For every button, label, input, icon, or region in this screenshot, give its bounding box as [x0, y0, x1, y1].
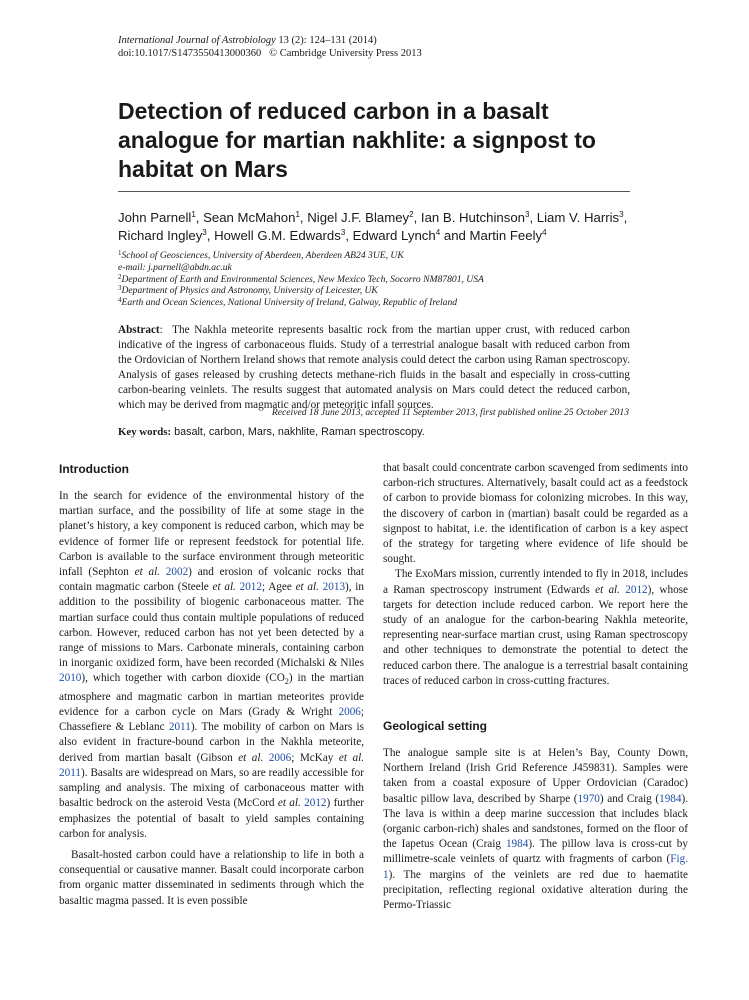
paragraph: Basalt-hosted carbon could have a relationship to life in both a consequential or causative manner. Basalt could incorporate carbon from organic matter disseminated in sediments through which the basaltic magma passed. It is even possible: [59, 848, 364, 907]
affiliation-line: $^1$School of Geosciences, University of Aberdeen, Aberdeen AB24 3UE, UK: [118, 249, 404, 261]
abstract-label: Abstract: [118, 324, 160, 336]
abstract-text: The Nakhla meteorite represents basaltic rock from the martian upper crust, with reduced carbon indicative of the ingress of carbonaceous fluids. Study of a terrestrial analogue basalt with reduced carbon from the Ordovician of Northern Ireland shows that remote analysis could detect the carbon using Raman spectroscopy. Analysis of gases released by crushing detects methane-rich fluids in the basalt and especially in cross-cutting carbon-bearing veinlets. The results suggest that automated analysis on Mars could detect the reduced carbon, which may be derived from magmatic and/or meteoritic infall sources.: [118, 324, 631, 411]
author-name: Nigel J.F. Blamey$^2$: [307, 210, 414, 225]
copyright: © Cambridge University Press 2013: [269, 48, 422, 59]
author-name: Liam V. Harris$^3$: [536, 210, 624, 225]
author-name: John Parnell$^1$: [118, 210, 196, 225]
received-dates: Received 18 June 2013, accepted 11 September 2013, first published online 25 October 2013: [271, 407, 629, 418]
left-column: [59, 462, 364, 909]
paragraph: The ExoMars mission, currently intended to fly in 2018, includes a Raman spectroscopy instrument (Edwards et al. 2012), whose targets for detection include reduced carbon. We report here the study of an analogue for the carbon-bearing Nakhla meteorite, representing near-surface martian crust, using Raman spectroscopy and other techniques to demonstrate the potential to detect the reduced carbon there. The analogue is a terrestrial basalt containing traces of reduced carbon in cross-cutting fractures.: [383, 568, 689, 687]
affiliation-line: $^4$Earth and Ocean Sciences, National University of Ireland, Galway, Republic of Ireland: [118, 296, 458, 309]
paragraph: The analogue sample site is at Helen’s Bay, County Down, Northern Ireland (Irish Grid Reference J459831). Samples were taken from a coastal exposure of Upper Ordovician (Caradoc) basaltic pillow lava, described by Sharpe (1970) and Craig (1984). The lava is within a deep marine succession that includes black (organic carbon-rich) shales and sandstones, formed on the floor of the Iapetus Ocean (Craig 1984). The pillow lava is cross-cut by millimetre-scale veinlets of quartz with fragments of carbon (Fig. 1). The margins of the veinlets are red due to haematite precipitation, reflecting regional oxidative alteration during the Permo-Triassic: [383, 747, 688, 912]
affiliation-line: $^3$Department of Physics and Astronomy, University of Leicester, UK: [118, 284, 378, 297]
right-column: [383, 461, 688, 913]
doi[interactable]: doi:10.1017/S1473550413000360: [118, 48, 262, 59]
keywords: Key words: basalt, carbon, Mars, nakhlite, Raman spectroscopy.: [118, 426, 425, 438]
author-name: Sean McMahon$^1$: [203, 210, 300, 225]
affiliation-line: e-mail: j.parnell@abdn.ac.uk: [118, 261, 232, 273]
author-name: Edward Lynch$^4$: [352, 228, 441, 243]
affiliations: [118, 250, 638, 309]
journal-name: International Journal of Astrobiology: [118, 35, 276, 46]
journal-issue: 13 (2): 124–131 (2014): [278, 35, 377, 46]
author-name: Howell G.M. Edwards$^3$: [214, 228, 346, 243]
author-name: Richard Ingley$^3$: [118, 228, 207, 243]
author-list: John Parnell$^1$, Sean McMahon$^1$, Nigel J.F. Blamey$^2$, Ian B. Hutchinson$^3$, Liam V. Harris$^3$, Richard Ingley$^3$, Howell G.M. Edwards$^3$, Edward Lynch$^4$ and Martin Feely$^4$: [118, 210, 628, 243]
paper-title: Detection of reduced carbon in a basalt analogue for martian nakhlite: a signpost to habitat on Mars: [118, 98, 596, 182]
author-name: Ian B. Hutchinson$^3$: [420, 210, 530, 225]
title-divider: [118, 191, 630, 192]
affiliation-line: $^2$Department of Earth and Environmental Sciences, New Mexico Tech, Socorro NM87801, USA: [118, 272, 484, 285]
paragraph: In the search for evidence of the environmental history of the martian surface, and the possibility of life at some stage in the planet’s history, a key component is reduced carbon, which may be evidence of former life or represent feedstock for potential life. Carbon is available to the surface environment through meteoritic infall (Sephton et al. 2002) and erosion of volcanic rocks that contain magmatic carbon (Steele et al. 2012; Agee et al. 2013), in addition to the possibility of biogenic carbonaceous matter. The martian surface could thus contain multiple populations of reduced carbon. However, reduced carbon has not yet been detected by a range of missions to Mars. Carbonate minerals, containing carbon in inorganic oxidized form, have been recorded (Michalski & Niles 2010), which together with carbon dioxide $(CO_2)$ in the martian atmosphere and magmatic carbon in martian meteorites provide evidence for a carbon cycle on Mars (Grady & Wright 2006; Chassefiere & Leblanc 2011). The mobility of carbon on Mars is also evident in fracture-bound carbon in the Nakhla meteorite, derived from martian basalt (Gibson et al. 2006; McKay et al. 2011). Basalts are widespread on Mars, so are readily accessible for sampling and analysis. The mixing of carbonaceous matter with basaltic bedrock on the asteroid Vesta (McCord et al. 2012) further emphasizes the potential of basalt to yield samples containing carbon for analysis.: [59, 490, 365, 840]
journal-header: [118, 34, 422, 60]
paragraph: that basalt could concentrate carbon scavenged from sediments into carbon-rich structures. Alternatively, basalt could act as a feedstock of carbon to provide biomass for colonizing microbes. In this way, the discovery of carbon in (martian) basalt could be regarded as a signpost to habitat, i.e. the identification of carbon is a key aspect of the strategy for targeting where evidence of life should be sought.: [383, 462, 688, 566]
section-heading-geological-setting: Geological setting: [383, 719, 488, 734]
author-name: Martin Feely$^4$: [469, 228, 547, 243]
keywords-label: Key words: [118, 426, 168, 438]
keywords-text: basalt, carbon, Mars, nakhlite, Raman spectroscopy.: [174, 426, 425, 438]
abstract: Abstract: The Nakhla meteorite represents basaltic rock from the martian upper crust, with reduced carbon indicative of the ingress of carbonaceous fluids. Study of a terrestrial analogue basalt with reduced carbon from the Ordovician of Northern Ireland shows that remote analysis could detect the carbon using Raman spectroscopy. Analysis of gases released by crushing detects methane-rich fluids in the basalt and especially in cross-cutting carbon-bearing veinlets. The results suggest that automated analysis on Mars could detect the reduced carbon, which may be derived from magmatic and/or meteoritic infall sources.: [118, 324, 631, 411]
section-heading-introduction: Introduction: [59, 462, 129, 476]
